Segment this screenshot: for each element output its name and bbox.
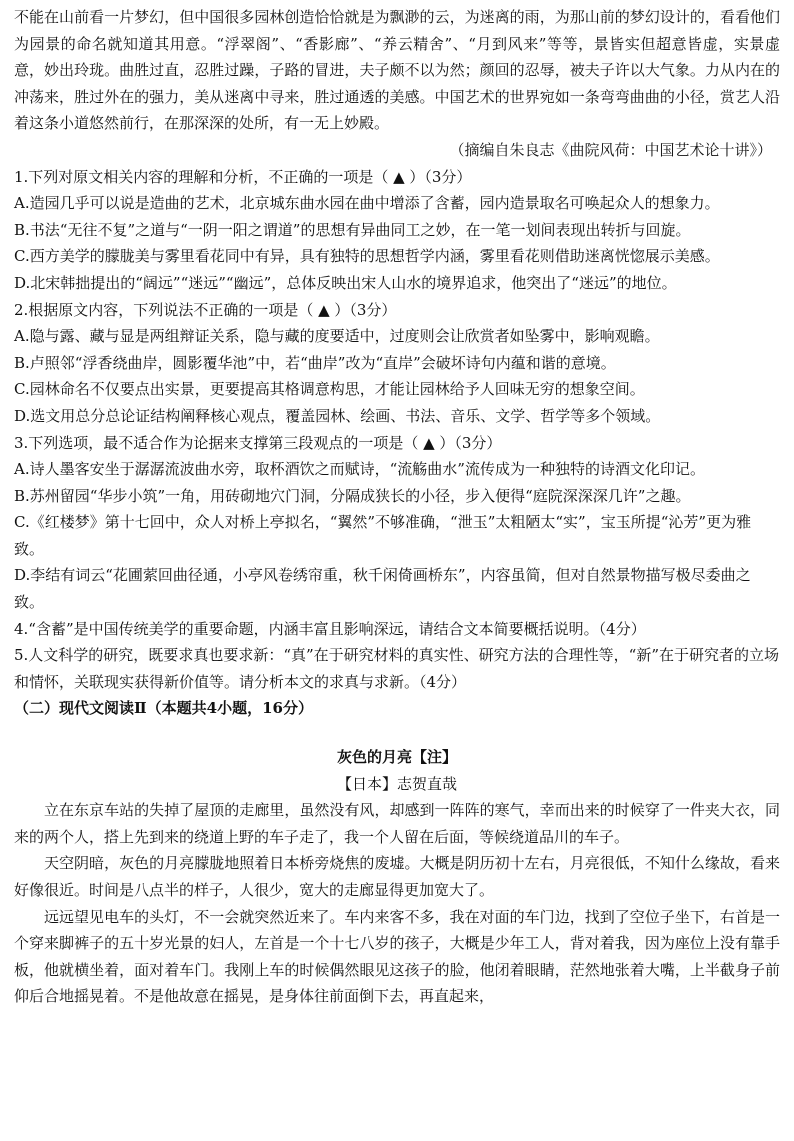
question-3 — [14, 430, 780, 616]
option-c: C.《红楼梦》第十七回中，众人对桥上亭拟名，“翼然”不够准确，“泄玉”太粗陋太“实”，宝玉所提“沁芳”更为雅致。 — [14, 513, 752, 558]
option-b: B.书法“无往不复”之道与“一阴一阳之谓道”的思想有异曲同工之妙，在一笔一划间表现出转折与回旋。 — [14, 220, 691, 239]
option-a: A.隐与露、藏与显是两组辩证关系，隐与藏的度要适中，过度则会让欣赏者如坠雾中，影响观瞻。 — [14, 327, 660, 346]
option-a: A.诗人墨客安坐于潺潺流波曲水旁，取杯酒饮之而赋诗，“流觞曲水”流传成为一种独特的诗酒文化印记。 — [14, 460, 705, 479]
question-stem: 1.下列对原文相关内容的理解和分析，不正确的一项是（ ▲ ）（3分） — [14, 167, 472, 186]
story-paragraph: 立在东京车站的失掉了屋顶的走廊里，虽然没有风，却感到一阵阵的寒气，幸而出来的时候穿了一件夹大衣，同来的两个人，搭上先到来的绕道上野的车子走了，我一个人留在后面，等候绕道品川的车子。 — [14, 801, 780, 846]
question-stem: 3.下列选项，最不适合作为论据来支撑第三段观点的一项是（ ▲ ）（3分） — [14, 433, 502, 452]
option-d: D.选文用总分总论证结构阐释核心观点，覆盖园林、绘画、书法、音乐、文学、哲学等多个领域。 — [14, 406, 661, 425]
option-b: B.卢照邻“浮香绕曲岸，圆影覆华池”中，若“曲岸”改为“直岸”会破坏诗句内蕴和谐的意境。 — [14, 353, 616, 372]
question-1 — [14, 164, 780, 297]
option-c: C.西方美学的朦胧美与雾里看花同中有异，具有独特的思想哲学内涵，雾里看花则借助迷离恍惚展示美感。 — [14, 247, 720, 266]
option-c: C.园林命名不仅要点出实景，更要提高其格调意构思，才能让园林给予人回味无穷的想象空间。 — [14, 380, 645, 399]
story-author: 【日本】志贺直哉 — [336, 774, 457, 793]
option-d: D.李结有词云“花圃萦回曲径通，小亭风卷绣帘重，秋千闲倚画桥东”，内容虽简，但对自然景物描写极尽委曲之致。 — [14, 566, 751, 612]
spacer — [14, 722, 780, 744]
question-4: 4.“含蓄”是中国传统美学的重要命题，内涵丰富且影响深远，请结合文本简要概括说明。（4分） — [14, 619, 646, 638]
question-2 — [14, 297, 780, 430]
passage-source: （摘编自朱良志《曲院风荷：中国艺术论十讲》） — [449, 140, 772, 159]
option-b: B.苏州留园“华步小筑”一角，用砖砌地穴门洞，分隔成狭长的小径，步入便得“庭院深深深几许”之趣。 — [14, 486, 691, 505]
section-heading: （二）现代文阅读Ⅱ（本题共4小题，16分） — [14, 699, 313, 718]
question-5: 5.人文科学的研究，既要求真也要求新：“真”在于研究材料的真实性、研究方法的合理性等，“新”在于研究者的立场和情怀，关联现实获得新价值等。请分析本文的求真与求新。（4分） — [14, 646, 779, 691]
story-paragraph: 天空阴暗，灰色的月亮朦胧地照着日本桥旁烧焦的废墟。大概是阴历初十左右，月亮很低，不知什么缘故，看来好像很近。时间是八点半的样子，人很少，宽大的走廊显得更加宽大了。 — [14, 854, 780, 899]
option-d: D.北宋韩拙提出的“阔远”“迷远”“幽远”，总体反映出宋人山水的境界追求，他突出了“迷远”的地位。 — [14, 273, 677, 292]
option-a: A.造园几乎可以说是造曲的艺术，北京城东曲水园在曲中增添了含蓄，园内造景取名可唤起众人的想象力。 — [14, 194, 720, 213]
question-stem: 2.根据原文内容，下列说法不正确的一项是（ ▲ ）（3分） — [14, 300, 397, 319]
story-title: 灰色的月亮【注】 — [336, 748, 457, 767]
story-paragraph: 远远望见电车的头灯，不一会就突然近来了。车内来客不多，我在对面的车门边，找到了空位子坐下，右首是一个穿来脚裤子的五十岁光景的妇人，左首是一个十七八岁的孩子，大概是少年工人，背对着我，因为座位上没有靠手板，他就横坐着，面对着车门。我刚上车的时候偶然眼见这孩子的脸，他闭着眼睛，茫然地张着大嘴，上半截身子前仰后合地摇晃着。不是他故意在摇晃，是身体往前面倒下去，再直起来， — [14, 907, 780, 1006]
passage-paragraph: 不能在山前看一片梦幻，但中国很多园林创造恰恰就是为飘渺的云，为迷离的雨，为那山前的梦幻设计的，看看他们为园景的命名就知道其用意。“浮翠阁”、“香影廊”、“养云精舍”、“月到风来”等等，景皆实但超意皆虚，实景虚意，妙出玲珑。曲胜过直，忍胜过躁，子路的冒进，夫子颇不以为然；颜回的忍辱，被夫子许以大气象。力从内在的冲荡来，胜过外在的强力，美从迷离中寻来，胜过通透的美感。中国艺术的世界宛如一条弯弯曲曲的小径，赏艺人沿着这条小道悠然前行，在那深深的处所，有一无上妙殿。 — [14, 8, 780, 133]
